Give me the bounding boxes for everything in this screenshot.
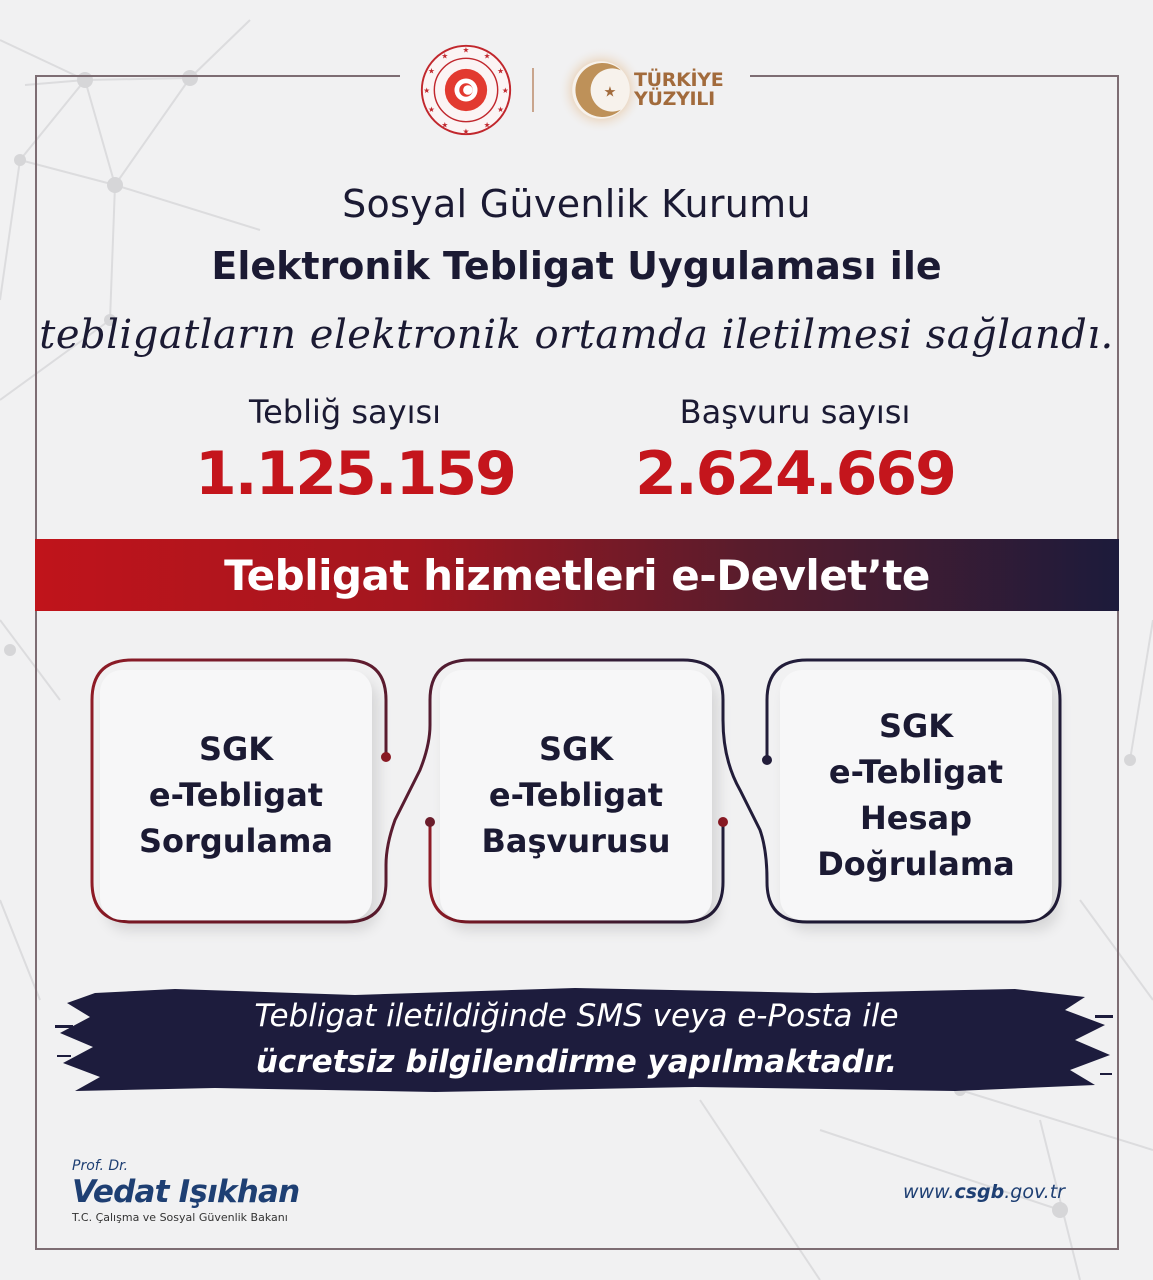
card-line: SGK [198, 730, 274, 768]
notice-line-2: ücretsiz bilgilendirme yapılmaktadır. [255, 1044, 898, 1080]
notice-text [0, 993, 1153, 1085]
service-card-basvuru[interactable] [440, 670, 712, 920]
card-line: Hesap [859, 799, 973, 837]
edevlet-banner [35, 539, 1119, 611]
title-application: Elektronik Tebligat Uygulaması ile [211, 244, 942, 288]
website-link[interactable] [903, 1181, 1065, 1203]
card-line: e-Tebligat [828, 753, 1004, 791]
website-suffix: .gov.tr [1004, 1181, 1065, 1203]
svg-text:★: ★ [441, 120, 449, 130]
title-organization: Sosyal Güvenlik Kurumu [342, 182, 811, 226]
turkiye-yuzyili-text [634, 71, 723, 109]
stat-value: 2.624.669 [635, 439, 955, 509]
svg-text:★: ★ [483, 120, 491, 130]
svg-text:★: ★ [462, 127, 470, 137]
card-line: Sorgulama [139, 822, 333, 860]
turkiye-yuzyili-logo [556, 42, 723, 138]
logo-divider [532, 68, 534, 112]
logo-text-line-1: TÜRKİYE [634, 69, 724, 91]
ministry-seal-icon [418, 42, 514, 138]
title-script-subtitle: tebligatların elektronik ortamda iletilmesi sağlandı. [39, 312, 1114, 358]
svg-text:★: ★ [501, 85, 509, 95]
stat-application-count [615, 393, 975, 509]
signature-name: Vedat Işıkhan [72, 1174, 300, 1210]
website-prefix: www. [903, 1181, 955, 1203]
website-domain: csgb [954, 1181, 1005, 1203]
minister-signature [72, 1158, 299, 1224]
svg-text:★: ★ [427, 66, 435, 76]
card-line: Doğrulama [817, 845, 1015, 883]
card-line: Başvurusu [481, 822, 671, 860]
svg-text:★: ★ [423, 85, 431, 95]
signature-role: T.C. Çalışma ve Sosyal Güvenlik Bakanı [72, 1211, 288, 1224]
card-line: SGK [538, 730, 614, 768]
stat-value: 1.125.159 [195, 439, 515, 509]
svg-text:★: ★ [497, 66, 505, 76]
svg-text:★: ★ [462, 45, 470, 55]
notice-line-1: Tebligat iletildiğinde SMS veya e-Posta ile [254, 998, 899, 1034]
card-line: e-Tebligat [488, 776, 664, 814]
turkiye-yuzyili-icon [556, 42, 646, 138]
header-logos [418, 40, 723, 140]
svg-text:★: ★ [603, 84, 617, 101]
stat-label: Tebliğ sayısı [248, 393, 442, 431]
service-card-sorgulama[interactable] [100, 670, 372, 920]
signature-title: Prof. Dr. [72, 1158, 129, 1174]
logo-text-line-2: YÜZYILI [634, 88, 715, 110]
service-card-hesap-dogrulama[interactable] [780, 670, 1052, 920]
svg-text:★: ★ [497, 105, 505, 115]
card-line: e-Tebligat [148, 776, 324, 814]
svg-text:★: ★ [483, 51, 491, 61]
stat-label: Başvuru sayısı [679, 393, 911, 431]
stat-notification-count [195, 393, 515, 509]
banner-text: Tebligat hizmetleri e-Devlet’te [224, 550, 930, 600]
svg-text:★: ★ [441, 51, 449, 61]
card-line: SGK [878, 707, 954, 745]
svg-text:★: ★ [427, 105, 435, 115]
